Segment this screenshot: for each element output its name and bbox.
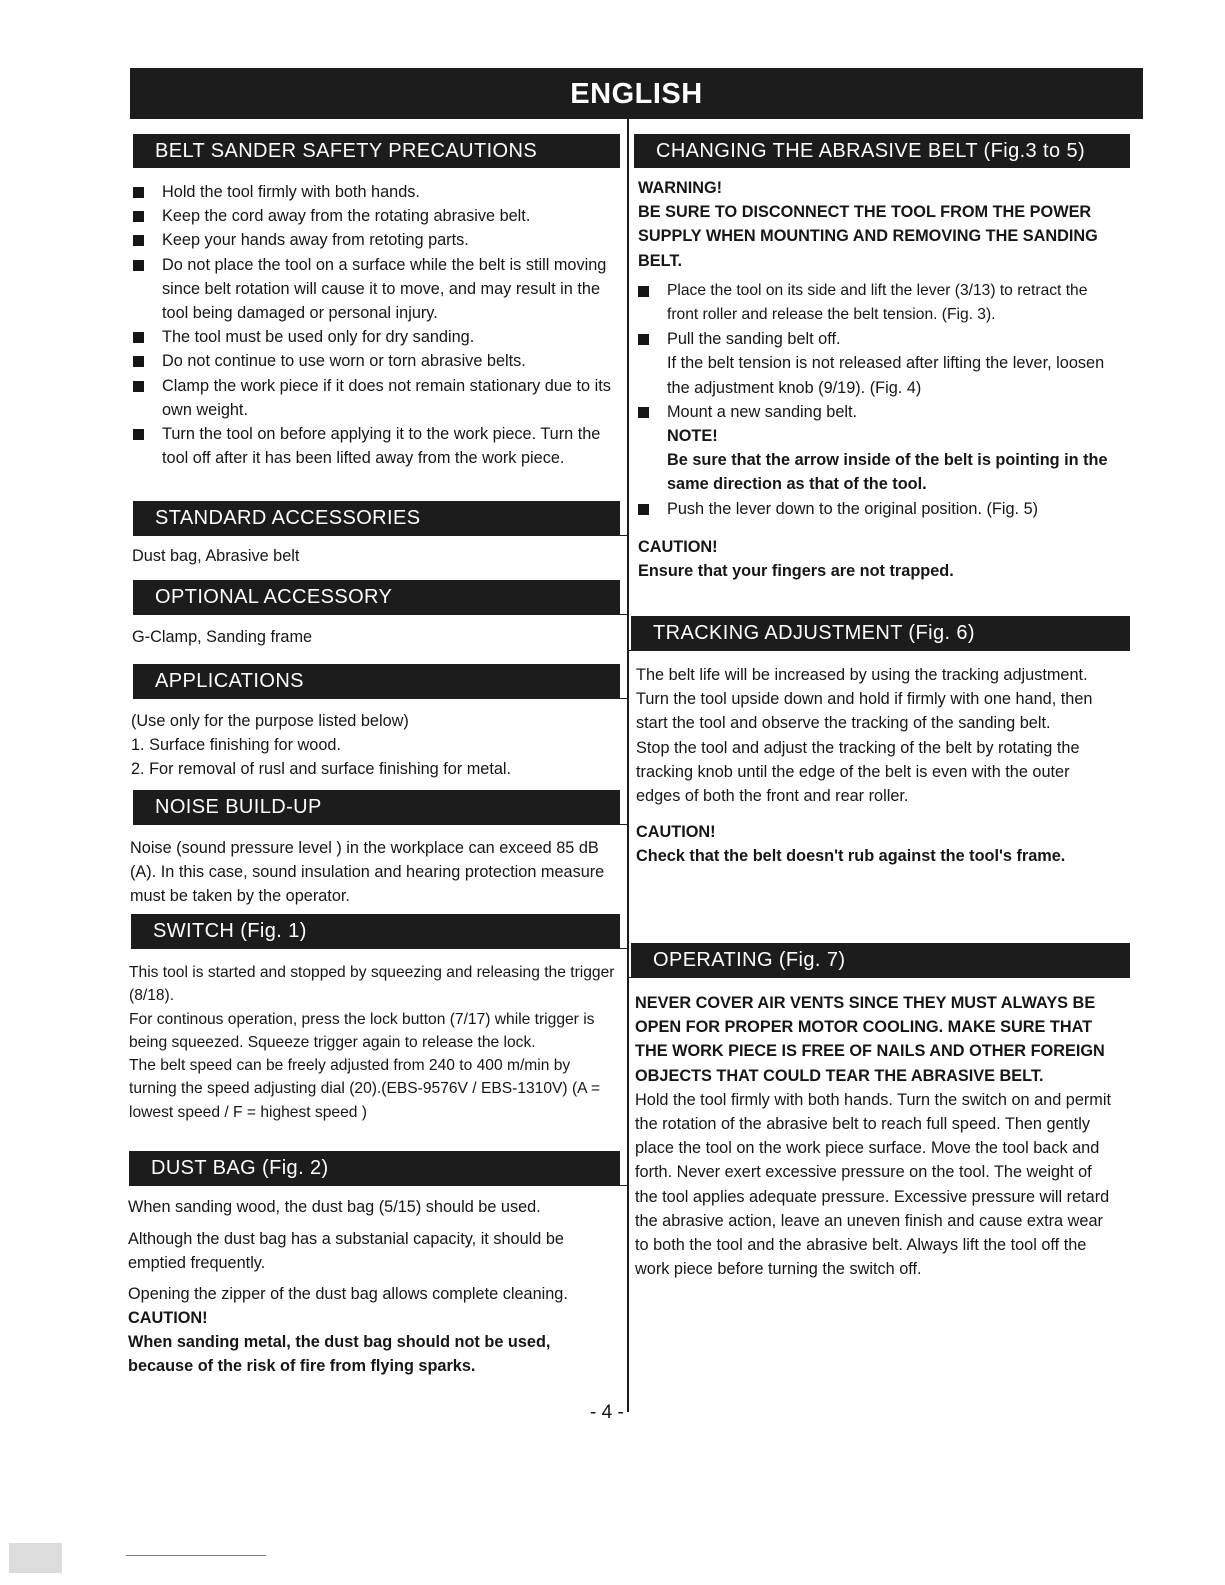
bullet-square-icon	[638, 286, 649, 297]
list-item: Do not place the tool on a surface while the belt is still moving since belt rotation will cause it to move, and may result in the tool being damaged or personal injury.	[133, 253, 611, 326]
safety-list	[133, 180, 611, 470]
standard-accessories-heading: STANDARD ACCESSORIES	[133, 501, 620, 535]
noise-heading: NOISE BUILD-UP	[133, 790, 620, 824]
section-rule	[133, 535, 627, 536]
dust-bag-heading: DUST BAG (Fig. 2)	[129, 1151, 620, 1185]
changing-caution-label: CAUTION!	[638, 537, 718, 556]
scan-line	[126, 1555, 266, 1556]
section-rule	[133, 614, 627, 615]
switch-paragraph: This tool is started and stopped by squeezing and releasing the trigger (8/18).	[129, 964, 615, 1005]
tracking-text	[636, 663, 1116, 869]
list-item: Keep the cord away from the rotating abrasive belt.	[133, 204, 611, 228]
switch-paragraph: For continous operation, press the lock button (7/17) while trigger is being squeezed. Squeeze trigger again to release the lock.	[129, 1010, 595, 1051]
dust-bag-text	[128, 1195, 612, 1378]
page-number: - 4 -	[590, 1402, 624, 1423]
bullet-square-icon	[133, 211, 144, 222]
optional-accessory-text: G-Clamp, Sanding frame	[132, 628, 313, 646]
section-rule	[131, 948, 627, 949]
bullet-square-icon	[133, 260, 144, 271]
bullet-square-icon	[133, 429, 144, 440]
changing-belt-heading: CHANGING THE ABRASIVE BELT (Fig.3 to 5)	[634, 134, 1130, 168]
note-text: Be sure that the arrow inside of the belt is pointing in the same direction as that of the tool.	[667, 451, 1108, 494]
changing-belt-steps	[638, 279, 1116, 521]
list-item: The tool must be used only for dry sanding.	[133, 325, 611, 349]
section-rule	[627, 977, 1130, 978]
list-item: Place the tool on its side and lift the lever (3/13) to retract the front roller and release the belt tension. (Fig. 3).	[638, 279, 1116, 327]
bullet-square-icon	[638, 334, 649, 345]
applications-heading: APPLICATIONS	[133, 664, 620, 698]
scan-mark	[9, 1543, 62, 1573]
operating-heading: OPERATING (Fig. 7)	[631, 943, 1130, 977]
section-rule	[133, 824, 627, 825]
list-item: Clamp the work piece if it does not remain stationary due to its own weight.	[133, 374, 611, 422]
dust-bag-caution-label: CAUTION!	[128, 1308, 208, 1327]
list-item: Turn the tool on before applying it to the work piece. Turn the tool off after it has been lifted away from the work piece.	[133, 422, 611, 470]
dust-bag-paragraph: When sanding wood, the dust bag (5/15) should be used.	[128, 1198, 541, 1216]
tracking-caution-text: Check that the belt doesn't rub against the tool's frame.	[636, 847, 1066, 866]
column-divider	[627, 119, 629, 1412]
warning-text: BE SURE TO DISCONNECT THE TOOL FROM THE POWER SUPPLY WHEN MOUNTING AND REMOVING THE SANDING BELT.	[638, 203, 1098, 270]
changing-caution-text: Ensure that your fingers are not trapped.	[638, 562, 954, 581]
tracking-paragraph: The belt life will be increased by using the tracking adjustment.	[636, 666, 1088, 684]
list-item: Hold the tool firmly with both hands.	[133, 180, 611, 204]
list-item: Do not continue to use worn or torn abrasive belts.	[133, 349, 611, 373]
note-label: NOTE!	[667, 427, 718, 446]
applications-line: (Use only for the purpose listed below)	[131, 712, 409, 730]
list-item: Mount a new sanding belt. NOTE! Be sure that the arrow inside of the belt is pointing in the same direction as that of the tool.	[638, 400, 1116, 497]
dust-bag-paragraph: Opening the zipper of the dust bag allows complete cleaning.	[128, 1284, 568, 1303]
list-item: Pull the sanding belt off. If the belt tension is not released after lifting the lever, loosen the adjustment knob (9/19). (Fig. 4)	[638, 327, 1116, 400]
section-rule	[129, 1185, 627, 1186]
bullet-square-icon	[638, 504, 649, 515]
tracking-paragraph: Stop the tool and adjust the tracking of the belt by rotating the tracking knob until the edge of the belt is even with the outer edges of both the front and rear roller.	[636, 738, 1080, 806]
noise-text: Noise (sound pressure level ) in the workplace can exceed 85 dB (A). In this case, sound insulation and hearing protection measure must be taken by the operator.	[130, 839, 605, 906]
operating-paragraph: Hold the tool firmly with both hands. Turn the switch on and permit the rotation of the abrasive belt to reach full speed. Then gently place the tool on the work piece surface. Move the tool back and forth. Never exert excessive pressure on the tool. The weight of the tool applies adequate pressure. Excessive pressure will retard the abrasive action, leave an uneven finish and cause extra wear to both the tool and the abrasive belt. Always lift the tool off the work piece before turning the switch off.	[635, 1090, 1112, 1279]
section-rule	[627, 650, 1130, 651]
bullet-square-icon	[133, 187, 144, 198]
operating-warning: NEVER COVER AIR VENTS SINCE THEY MUST ALWAYS BE OPEN FOR PROPER MOTOR COOLING. MAKE SURE THAT THE WORK PIECE IS FREE OF NAILS AND OTHER FOREIGN OBJECTS THAT COULD TEAR THE ABRASIVE BELT.	[635, 994, 1105, 1085]
changing-belt-text	[638, 176, 1116, 583]
section-rule	[133, 698, 627, 699]
applications-line: 2. For removal of rusl and surface finishing for metal.	[131, 760, 512, 779]
tracking-heading: TRACKING ADJUSTMENT (Fig. 6)	[631, 616, 1130, 650]
tracking-paragraph: Turn the tool upside down and hold if firmly with one hand, then start the tool and observe the tracking of the sanding belt.	[636, 690, 1093, 733]
list-item: Push the lever down to the original position. (Fig. 5)	[638, 497, 1116, 521]
optional-accessory-heading: OPTIONAL ACCESSORY	[133, 580, 620, 614]
applications-line: 1. Surface finishing for wood.	[131, 736, 341, 755]
dust-bag-paragraph: Although the dust bag has a substanial capacity, it should be emptied frequently.	[128, 1230, 564, 1273]
bullet-square-icon	[638, 407, 649, 418]
switch-text	[129, 961, 615, 1124]
bullet-square-icon	[133, 332, 144, 343]
tracking-caution-label: CAUTION!	[636, 823, 716, 842]
switch-paragraph: The belt speed can be freely adjusted from 240 to 400 m/min by turning the speed adjusting dial (20).(EBS-9576V / EBS-1310V) (A = lowest speed / F = highest speed )	[129, 1057, 601, 1121]
language-banner: ENGLISH	[130, 68, 1143, 119]
bullet-square-icon	[133, 381, 144, 392]
switch-heading: SWITCH (Fig. 1)	[131, 914, 620, 948]
safety-heading: BELT SANDER SAFETY PRECAUTIONS	[133, 134, 620, 168]
applications-text	[131, 709, 611, 782]
list-item: Keep your hands away from retoting parts.	[133, 228, 611, 252]
dust-bag-caution-text: When sanding metal, the dust bag should not be used, because of the risk of fire from flying sparks.	[128, 1333, 551, 1376]
operating-text	[635, 991, 1117, 1281]
bullet-square-icon	[133, 235, 144, 246]
bullet-square-icon	[133, 356, 144, 367]
warning-label: WARNING!	[638, 179, 723, 197]
standard-accessories-text: Dust bag, Abrasive belt	[132, 547, 300, 565]
